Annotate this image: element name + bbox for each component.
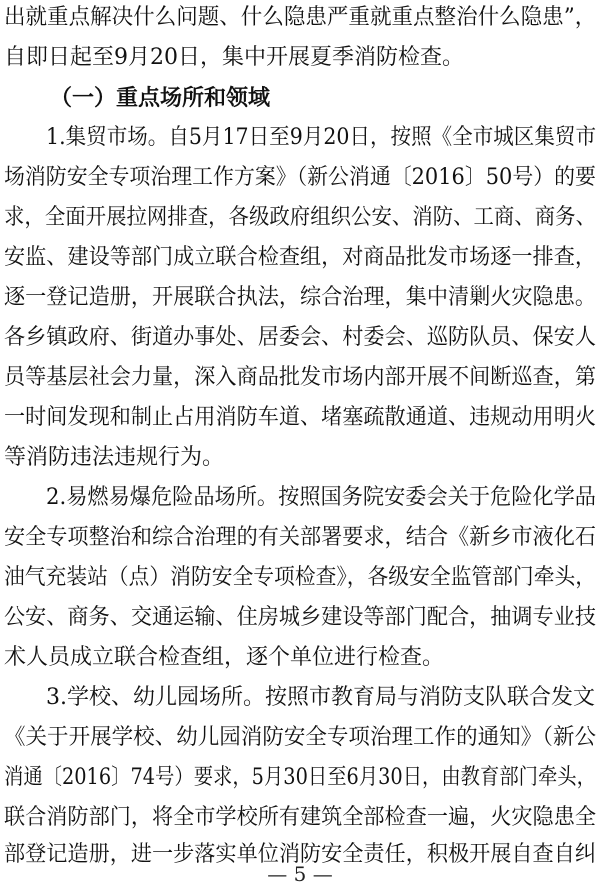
text-line: 2.易燃易爆危险品场所。按照国务院安委会关于危险化学品 (46, 485, 596, 510)
text-line: 3.学校、幼儿园场所。按照市教育局与消防支队联合发文 (46, 685, 595, 710)
text-line: 场消防安全专项治理工作方案》（新公消通〔2016〕50号）的要 (4, 165, 596, 190)
text-line: 油气充装站（点）消防安全专项检查》，各级安全监管部门牵头， (4, 565, 597, 590)
text-line: 安监、建设等部门成立联合检查组，对商品批发市场逐一排查， (4, 245, 596, 270)
text-line: 自即日起至9月20日，集中开展夏季消防检查。 (4, 45, 464, 70)
text-line: 员等基层社会力量，深入商品批发市场内部开展不间断巡查，第 (4, 365, 596, 390)
text-line: 联合消防部门，将全市学校所有建筑全部检查一遍，火灾隐患全 (4, 805, 596, 830)
text-line: 一时间发现和制止占用消防车道、堵塞疏散通道、违规动用明火 (4, 405, 596, 430)
text-line: 1.集贸市场。自5月17日至9月20日，按照《全市城区集贸市 (46, 125, 596, 150)
text-line: 消通〔2016〕74号）要求，5月30日至6月30日，由教育部门牵头， (4, 765, 596, 790)
text-line: 《关于开展学校、幼儿园消防安全专项治理工作的通知》（新公 (4, 725, 597, 750)
text-line: 求，全面开展拉网排查，各级政府组织公安、消防、工商、商务、 (4, 205, 597, 230)
text-line: 各乡镇政府、街道办事处、居委会、村委会、巡防队员、保安人 (4, 325, 596, 350)
text-line: 安全专项整治和综合治理的有关部署要求，结合《新乡市液化石 (4, 525, 596, 550)
text-line: 出就重点解决什么问题、什么隐患严重就重点整治什么隐患”， (4, 5, 597, 30)
text-line: 部登记造册，进一步落实单位消防安全责任，积极开展自查自纠 (4, 842, 596, 867)
text-line: 术人员成立联合检查组，逐个单位进行检查。 (4, 645, 445, 670)
page-number: — 5 — (267, 862, 333, 886)
text-line: 等消防违法违规行为。 (4, 445, 225, 470)
section-heading: （一）重点场所和领域 (50, 86, 271, 111)
text-line: 公安、商务、交通运输、住房城乡建设等部门配合，抽调专业技 (4, 605, 596, 630)
text-line: 逐一登记造册，开展联合执法，综合治理，集中清剿火灾隐患。 (4, 285, 596, 310)
